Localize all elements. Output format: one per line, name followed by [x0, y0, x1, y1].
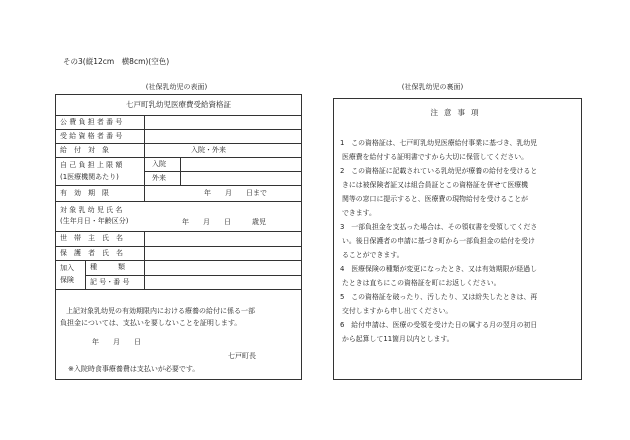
rule: [144, 115, 145, 143]
rule: [56, 185, 301, 186]
note-line: 3 一部負担金を支払った場合は、その領収書を受領してくださ: [340, 223, 538, 231]
rule: [56, 260, 301, 261]
rule: [56, 143, 301, 144]
benefit-label: 給 付 対 象: [60, 146, 109, 154]
rule: [144, 231, 145, 289]
certification-line-1: 上記対象乳幼児の有効期限内における療養の給付に係る一部: [66, 307, 255, 315]
issue-date: 年 月 日: [92, 338, 141, 346]
insurance-code-label: 記 号・番 号: [90, 278, 130, 286]
certification-line-2: 負担金については、支払いを要しないことを証明します。: [60, 319, 242, 327]
note-line: 5 この資格証を破ったり、汚したり、又は紛失したときは、再: [340, 293, 538, 301]
rule: [56, 231, 301, 232]
footnote: ※入院時食事療養費は支払いが必要です。: [68, 365, 200, 373]
outpatient-label: 外来: [152, 174, 166, 182]
validity-value: 年 月 日まで: [204, 189, 267, 197]
rule: [56, 246, 301, 247]
rule: [56, 115, 301, 116]
note-line: 医療費を給付する証明書ですから大切に保管してください。: [342, 153, 529, 161]
self-limit-label: 自 己 負 担 上 限 額: [60, 161, 123, 169]
note-line: たときは直ちにこの資格証を町にお返しください。: [342, 279, 501, 287]
rule: [56, 201, 301, 202]
insurance-type-label: 種 類: [90, 263, 125, 271]
rule: [144, 171, 301, 172]
household-head-label: 世 帯 主 氏 名: [60, 234, 123, 242]
note-line: 関等の窓口に提示すると、医療費の現物給付を受けることが: [342, 195, 529, 203]
insurance-label-2: 保険: [60, 276, 74, 284]
note-line: 6 給付申請は、医療の受領を受けた日の属する月の翌月の初日: [340, 321, 538, 329]
note-line: から起算して11箇月以内とします。: [342, 335, 454, 343]
validity-label: 有 効 期 限: [60, 189, 109, 197]
back-caption: (社保乳幼児の裏面): [401, 83, 464, 91]
child-dob-value: 年 月 日 歳児: [182, 218, 266, 226]
child-name-label: 対 象 乳 幼 児 氏 名: [60, 206, 123, 214]
note-line: ることができます。: [342, 251, 404, 259]
note-line: 2 この資格証に記載されている乳幼児が療養の給付を受けると: [340, 167, 538, 175]
note-line: 4 医療保険の種類が変更になったとき、又は有効期限が経過し: [340, 265, 538, 273]
rule: [144, 143, 145, 201]
rule: [85, 275, 301, 276]
inpatient-label: 入院: [152, 160, 166, 168]
recipient-number-label: 受 給 資 格 者 番 号: [60, 132, 123, 140]
back-title: 注意事項: [430, 108, 485, 117]
rule: [85, 260, 86, 289]
rule: [56, 129, 301, 130]
self-limit-sub: (1医療機関あたり): [60, 173, 119, 181]
card-back: [333, 98, 582, 380]
note-line: い。後日保護者の申請に基づき町から一部負担金の給付を受け: [342, 237, 535, 245]
child-dob-label: (生年月日・年齢区分): [60, 217, 129, 225]
guardian-label: 保 護 者 氏 名: [60, 249, 123, 257]
header-note: その3(縦12cm 横8cm)(空色): [63, 57, 170, 66]
rule: [56, 157, 301, 158]
card-title: 七戸町乳幼児医療費受給資格証: [126, 100, 231, 109]
benefit-value: 入院・外来: [191, 146, 226, 154]
note-line: 交付しますから申し出てください。: [342, 307, 453, 315]
note-line: 1 この資格証は、七戸町乳幼児医療給付事業に基づき、乳幼児: [340, 139, 538, 147]
insurance-label-1: 加入: [60, 264, 74, 272]
payer-number-label: 公 費 負 担 者 番 号: [60, 118, 123, 126]
note-line: きには被保険者証又は組合員証とこの資格証を併せて医療機: [342, 181, 529, 189]
front-caption: (社保乳幼児の表面): [145, 83, 208, 91]
card-front: [55, 94, 302, 380]
rule: [56, 289, 301, 290]
rule: [180, 157, 181, 185]
note-line: できます。: [342, 209, 376, 217]
issuer: 七戸町長: [228, 352, 256, 360]
